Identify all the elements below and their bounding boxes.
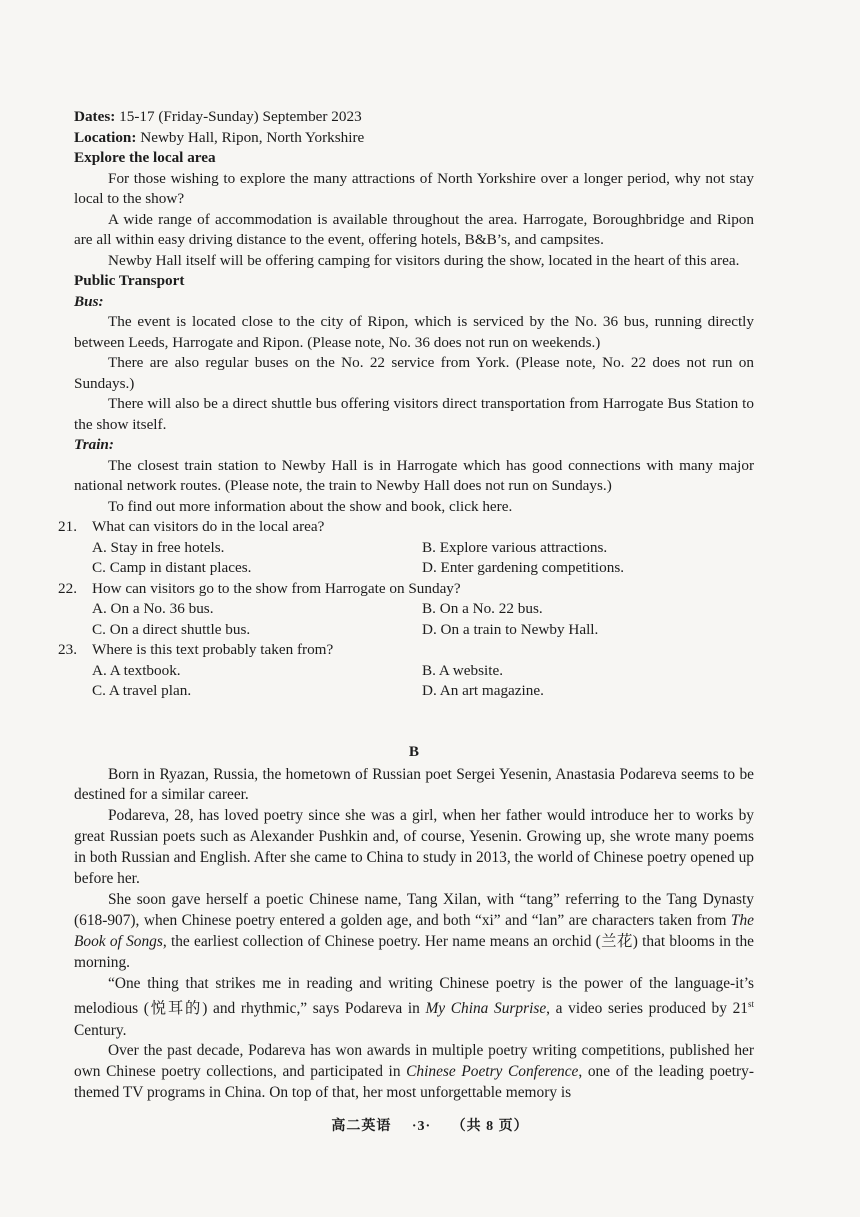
option-b: B. A website.: [422, 661, 504, 679]
location-label: Location:: [74, 128, 137, 146]
train-label: Train:: [74, 436, 114, 453]
question-text: Where is this text probably taken from?: [92, 641, 334, 658]
ordinal-suffix: st: [747, 999, 754, 1010]
question-22: [58, 579, 754, 641]
option-a: A. On a No. 36 bus.: [92, 600, 214, 617]
location-value: Newby Hall, Ripon, North Yorkshire: [136, 128, 365, 146]
passage-b-paragraph-5: [74, 1041, 754, 1104]
footer-subject: 高二英语: [331, 1119, 392, 1134]
paragraph-4-text-c: Century.: [74, 1021, 127, 1039]
train-paragraph-2: To find out more information about the show and book, click here.: [108, 497, 513, 515]
paragraph-3-text-a: She soon gave herself a poetic Chinese name, Tang Xilan, with “tang” referring to the Tang Dynasty (618-907), when Chinese poetry entered a golden age, and both “xi” and “lan” are characters taken from: [74, 890, 754, 929]
question-text: How can visitors go to the show from Harrogate on Sunday?: [92, 579, 461, 597]
bus-paragraph-2: There are also regular buses on the No. 22 service from York. (Please note, No. 22 does not run on Sundays.): [74, 354, 754, 392]
option-c: C. On a direct shuttle bus.: [92, 620, 251, 638]
option-a: A. Stay in free hotels.: [92, 538, 225, 556]
question-21: [58, 517, 754, 579]
question-number: 23.: [58, 641, 77, 658]
dates-label: Dates:: [74, 108, 116, 125]
section-b-text: [74, 732, 754, 1104]
option-c: C. A travel plan.: [92, 682, 192, 699]
paragraph-4-text-b: , a video series produced by 21: [546, 1000, 748, 1018]
bus-paragraph-1: The event is located close to the city of Ripon, which is serviced by the No. 36 bus, running directly between Leeds, Harrogate and Ripon. (Please note, No. 36 does not run on weekends.): [74, 313, 754, 351]
explore-paragraph-1: For those wishing to explore the many attractions of North Yorkshire over a longer period, why not stay local to the show?: [74, 169, 754, 207]
transport-heading: Public Transport: [74, 272, 185, 289]
book-title: The Book of Songs: [74, 911, 754, 950]
question-number: 22.: [58, 579, 77, 597]
section-a-text: [58, 107, 754, 702]
bus-paragraph-3: There will also be a direct shuttle bus offering visitors direct transportation from Harrogate Bus Station to the show itself.: [74, 395, 754, 433]
passage-b-paragraph-1: Born in Ryazan, Russia, the hometown of Russian poet Sergei Yesenin, Anastasia Podareva seems to be destined for a similar career.: [74, 765, 754, 804]
train-paragraph-1: The closest train station to Newby Hall is in Harrogate which has good connections with many major national network routes. (Please note, the train to Newby Hall does not run on Sundays.): [74, 456, 754, 494]
video-series-title: My China Surprise: [425, 1000, 547, 1018]
tv-program-title: Chinese Poetry Conference: [406, 1063, 579, 1081]
option-a: A. A textbook.: [92, 661, 181, 679]
explore-paragraph-2: A wide range of accommodation is available throughout the area. Harrogate, Boroughbridge and Ripon are all within easy driving distance to the event, offering hotels, B&B’s, and campsites.: [74, 210, 754, 248]
paragraph-5-text-b: , one of the leading poetry-themed TV programs in China. On top of that, her most unforgettable memory is: [74, 1063, 754, 1102]
option-b: B. Explore various attractions.: [422, 538, 608, 556]
option-d: D. An art magazine.: [422, 682, 544, 699]
explore-heading: Explore the local area: [74, 149, 216, 166]
option-b: B. On a No. 22 bus.: [422, 600, 543, 617]
option-d: D. On a train to Newby Hall.: [422, 620, 599, 638]
question-23: [58, 640, 754, 702]
footer-page-number: ·3·: [411, 1119, 432, 1134]
passage-b-paragraph-2: Podareva, 28, has loved poetry since she was a girl, when her father would introduce her to works by great Russian poets such as Alexander Pushkin and, of course, Yesenin. Growing up, she wrote many poems in both Russian and English. After she came to China to study in 2013, the world of Chinese poetry opened up before her.: [74, 807, 754, 888]
option-d: D. Enter gardening competitions.: [422, 559, 625, 576]
question-number: 21.: [58, 518, 77, 535]
passage-b-paragraph-3: [74, 890, 754, 974]
question-text: What can visitors do in the local area?: [92, 518, 325, 535]
section-b-label: B: [408, 743, 420, 760]
page-footer: [0, 1115, 860, 1135]
dates-value: 15-17 (Friday-Sunday) September 2023: [115, 108, 362, 125]
passage-b-paragraph-4: [74, 974, 754, 1042]
footer-total-pages: （共 8 页）: [451, 1119, 529, 1134]
explore-paragraph-3: Newby Hall itself will be offering camping for visitors during the show, located in the heart of this area.: [108, 251, 740, 269]
dates-line: [74, 107, 754, 128]
paragraph-3-text-b: , the earliest collection of Chinese poetry. Her name means an orchid (兰花) that blooms in the morning.: [74, 932, 755, 971]
bus-label: Bus:: [74, 292, 104, 310]
paragraph-5-text-a: Over the past decade, Podareva has won awards in multiple poetry writing competitions, published her own Chinese poetry collections, and participated in: [74, 1042, 754, 1081]
location-line: [74, 128, 754, 149]
paragraph-4-text-a: “One thing that strikes me in reading and writing Chinese poetry is the power of the language-it’s melodious (悦耳的) and rhythmic,” says Podareva in: [74, 974, 754, 1018]
option-c: C. Camp in distant places.: [92, 559, 252, 576]
